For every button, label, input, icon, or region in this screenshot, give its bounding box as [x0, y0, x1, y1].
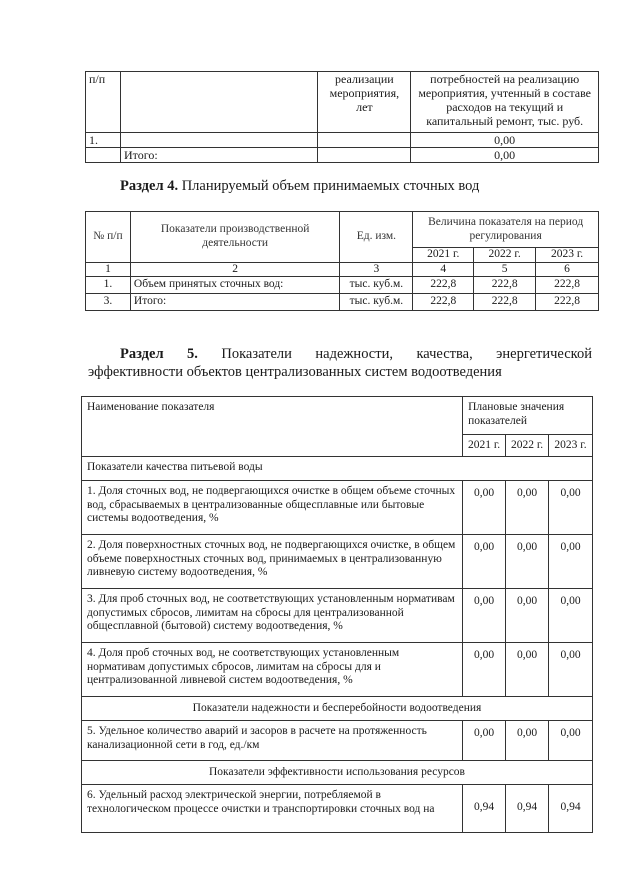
row-number: 1. — [86, 133, 121, 148]
row-name — [120, 133, 317, 148]
row-name: Итого: — [130, 294, 340, 311]
wastewater-volume-table — [85, 211, 599, 311]
col-number: 5 — [474, 262, 536, 277]
value-2023: 0,00 — [549, 643, 593, 697]
row-unit: тыс. куб.м. — [340, 277, 413, 294]
header-unit: Ед. изм. — [340, 212, 413, 263]
section5-heading — [88, 345, 592, 381]
row-number: 1. — [86, 277, 131, 294]
header-cell-number: п/п — [86, 72, 121, 133]
indicator-name: 5. Удельное количество аварий и засоров в расчете на протяженность канализационной сети в год, ед./км — [82, 721, 463, 761]
value-2021: 0,00 — [463, 721, 506, 761]
row-value-2022: 222,8 — [474, 277, 536, 294]
year-2023: 2023 г. — [536, 248, 599, 263]
section5-title-line2: эффективности объектов централизованных систем водоотведения — [88, 364, 502, 381]
group-reliability: Показатели надежности и бесперебойности водоотведения — [82, 697, 593, 721]
table-row — [82, 535, 593, 589]
value-2023: 0,00 — [549, 481, 593, 535]
value-2021: 0,00 — [463, 589, 506, 643]
row-value-2023: 222,8 — [536, 277, 599, 294]
table-row — [86, 277, 599, 294]
header-indicator-name: Наименование показателя — [82, 397, 463, 457]
year-2022: 2022 г. — [506, 435, 549, 457]
col-number: 2 — [130, 262, 340, 277]
header-indicator: Показатели производственной деятельности — [130, 212, 340, 263]
group-row — [82, 761, 593, 785]
performance-indicators-table — [81, 396, 593, 833]
value-2022: 0,94 — [506, 785, 549, 833]
header-value: Величина показателя на период регулирования — [413, 212, 599, 248]
indicator-name: 4. Доля проб сточных вод, не соответствующих установленным нормативам допустимых сбросов, лимитам на сбросы для и централизованной ливневой систем водоотведения, % — [82, 643, 463, 697]
measures-table — [85, 71, 599, 163]
section5-number: 5. — [187, 346, 198, 362]
value-2022: 0,00 — [506, 481, 549, 535]
col-number: 6 — [536, 262, 599, 277]
col-number: 1 — [86, 262, 131, 277]
row-value-2022: 222,8 — [474, 294, 536, 311]
total-value: 0,00 — [411, 148, 599, 163]
value-2022: 0,00 — [506, 721, 549, 761]
table-row — [82, 481, 593, 535]
year-2023: 2023 г. — [549, 435, 593, 457]
table-row — [82, 785, 593, 833]
value-2022: 0,00 — [506, 535, 549, 589]
value-2023: 0,00 — [549, 721, 593, 761]
value-2022: 0,00 — [506, 643, 549, 697]
row-value-2021: 222,8 — [413, 277, 474, 294]
value-2022: 0,00 — [506, 589, 549, 643]
indicator-name: 1. Доля сточных вод, не подвергающихся очистке в общем объеме сточных вод, сбрасываемых в централизованные общесплавные или бытовые системы водоотведения, % — [82, 481, 463, 535]
table-row — [82, 643, 593, 697]
row-value-2021: 222,8 — [413, 294, 474, 311]
row-value: 0,00 — [411, 133, 599, 148]
col-number: 3 — [340, 262, 413, 277]
value-2021: 0,00 — [463, 535, 506, 589]
group-row — [82, 697, 593, 721]
row-number — [86, 148, 121, 163]
table-row — [86, 148, 599, 163]
table-row — [86, 72, 599, 133]
group-row — [82, 457, 593, 481]
value-2023: 0,00 — [549, 535, 593, 589]
table-row — [86, 294, 599, 311]
table-row — [82, 589, 593, 643]
value-2023: 0,94 — [549, 785, 593, 833]
indicator-name: 3. Для проб сточных вод, не соответствующих установленным нормативам допустимых сбросов, лимитам на сбросы для централизованной общесплавной (бытовой) систему водоотведения, % — [82, 589, 463, 643]
section5-word: энергетической — [496, 346, 592, 362]
section5-word: Показатели — [221, 346, 292, 362]
year-2022: 2022 г. — [474, 248, 536, 263]
group-efficiency: Показатели эффективности использования ресурсов — [82, 761, 593, 785]
year-2021: 2021 г. — [463, 435, 506, 457]
section4-heading — [120, 178, 479, 195]
table-row — [82, 721, 593, 761]
value-2023: 0,00 — [549, 589, 593, 643]
row-period — [318, 133, 411, 148]
header-cell-costs: потребностей на реализацию мероприятия, учтенный в составе расходов на текущий и капитальный ремонт, тыс. руб. — [411, 72, 599, 133]
table-row — [86, 133, 599, 148]
table-header-row — [86, 212, 599, 248]
value-2021: 0,00 — [463, 481, 506, 535]
section5-word: качества, — [416, 346, 473, 362]
header-cell-empty — [120, 72, 317, 133]
table-header-row — [82, 397, 593, 435]
section5-word: надежности, — [315, 346, 393, 362]
group-quality: Показатели качества питьевой воды — [82, 457, 593, 481]
section4-label: Раздел 4. — [120, 178, 179, 194]
header-number: № п/п — [86, 212, 131, 263]
year-2021: 2021 г. — [413, 248, 474, 263]
row-value-2023: 222,8 — [536, 294, 599, 311]
column-number-row — [86, 262, 599, 277]
row-period — [318, 148, 411, 163]
header-cell-period: реализации мероприятия, лет — [318, 72, 411, 133]
row-number: 3. — [86, 294, 131, 311]
indicator-name: 2. Доля поверхностных сточных вод, не подвергающихся очистке, в общем объеме поверхностных сточных вод, принимаемых в централизованную ливневую систему водоотведения, % — [82, 535, 463, 589]
total-label: Итого: — [120, 148, 317, 163]
col-number: 4 — [413, 262, 474, 277]
row-name: Объем принятых сточных вод: — [130, 277, 340, 294]
indicator-name: 6. Удельный расход электрической энергии, потребляемой в технологическом процессе очистки и транспортировки сточных вод на — [82, 785, 463, 833]
value-2021: 0,00 — [463, 643, 506, 697]
value-2021: 0,94 — [463, 785, 506, 833]
row-unit: тыс. куб.м. — [340, 294, 413, 311]
section5-word: Раздел — [120, 346, 164, 362]
section4-title: Планируемый объем принимаемых сточных вод — [181, 178, 480, 194]
header-plan-values: Плановые значения показателей — [463, 397, 593, 435]
